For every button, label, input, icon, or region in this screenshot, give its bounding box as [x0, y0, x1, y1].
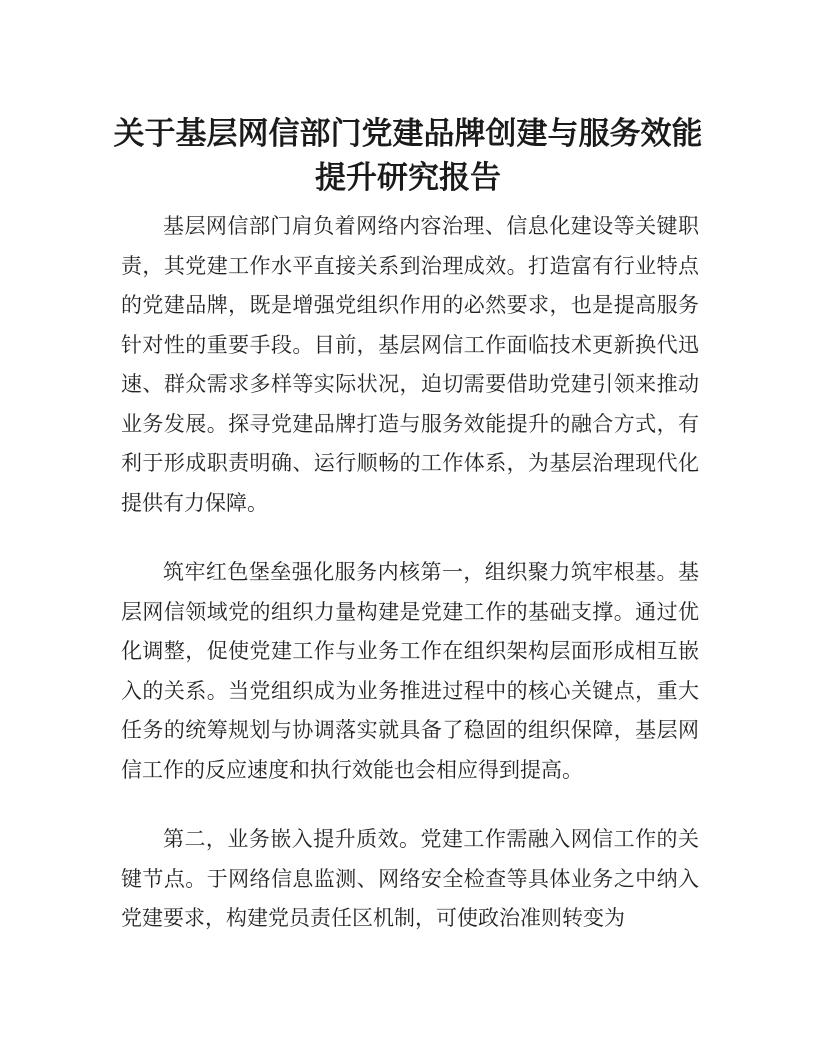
text-line: 基层网信部门肩负着网络内容治理、信息化建设等关键职 — [163, 214, 699, 238]
text-line: 筑牢红色堡垒强化服务内核第一，组织聚力筑牢根基。基 — [163, 560, 699, 584]
text-line: 党建要求，构建党员责任区机制，可使政治准则转变为 — [121, 906, 625, 930]
text-line: 层网信领域党的组织力量构建是党建工作的基础支撑。通过优 — [121, 599, 699, 624]
document-title — [100, 112, 716, 200]
text-line: 速、群众需求多样等实际状况，迫切需要借助党建引领来推动 — [121, 372, 699, 396]
text-line: 针对性的重要手段。目前，基层网信工作面临技术更新换代迅 — [121, 332, 699, 357]
paragraph-3 — [121, 820, 699, 939]
text-line: 键节点。于网络信息监测、网络安全检查等具体业务之中纳入 — [121, 866, 699, 891]
title-line-2: 提升研究报告 — [315, 160, 501, 196]
paragraph-2 — [121, 553, 699, 790]
text-line: 责，其党建工作水平直接关系到治理成效。打造富有行业特点 — [121, 253, 699, 278]
text-line: 入的关系。当党组织成为业务推进过程中的核心关键点，重大 — [121, 678, 699, 703]
text-line: 利于形成职责明确、运行顺畅的工作体系，为基层治理现代化 — [121, 451, 699, 475]
paragraph-1 — [121, 207, 699, 523]
document-body — [121, 207, 699, 969]
text-line: 第二，业务嵌入提升质效。党建工作需融入网信工作的关 — [163, 827, 699, 851]
text-line: 信工作的反应速度和执行效能也会相应得到提高。 — [121, 757, 583, 782]
title-line-1: 关于基层网信部门党建品牌创建与服务效能 — [113, 116, 703, 152]
text-line: 任务的统筹规划与协调落实就具备了稳固的组织保障，基层网 — [121, 718, 699, 742]
text-line: 化调整，促使党建工作与业务工作在组织架构层面形成相互嵌 — [121, 639, 699, 663]
text-line: 业务发展。探寻党建品牌打造与服务效能提升的融合方式，有 — [121, 411, 699, 436]
text-line: 的党建品牌，既是增强党组织作用的必然要求，也是提高服务 — [121, 293, 699, 317]
text-line: 提供有力保障。 — [121, 490, 268, 515]
